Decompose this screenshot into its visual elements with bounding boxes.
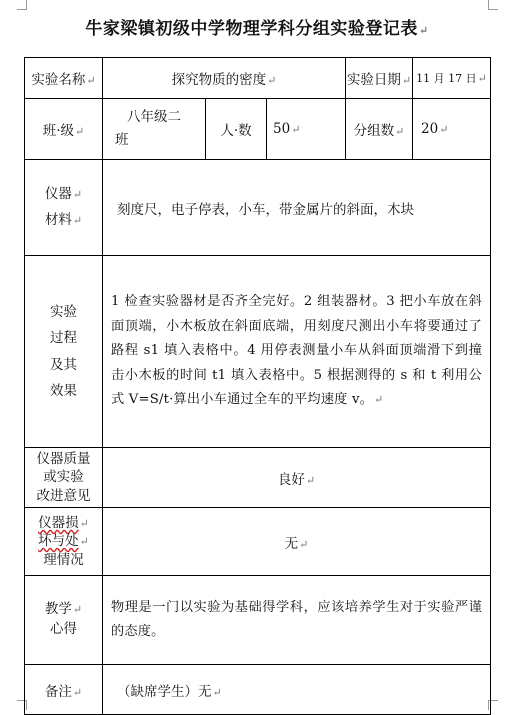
process-label-line3: 及其: [50, 356, 77, 373]
notes-label: 备注: [44, 683, 72, 700]
class-value-line2-wrap: [103, 129, 205, 152]
paragraph-mark: ↵: [79, 517, 89, 531]
class-value-cell: [103, 99, 206, 160]
instruments-label-cell: [25, 160, 103, 256]
teaching-label-line1-wrap: [25, 600, 102, 620]
paragraph-mark: ↵: [72, 187, 83, 201]
paragraph-mark: ↵: [86, 74, 96, 87]
instruments-label-line1: 仪器: [44, 185, 72, 202]
paragraph-mark: ↵: [395, 125, 405, 138]
quality-label-cell: [25, 448, 103, 508]
class-value-line1: 八年级二: [127, 109, 181, 126]
process-label-line4: 效果: [50, 382, 77, 399]
notes-label-cell: [25, 665, 103, 715]
experiment-date-label: 实验日期: [346, 72, 401, 88]
people-value: 50: [273, 121, 291, 137]
paragraph-mark: ↵: [477, 72, 487, 85]
damage-value: 无: [284, 535, 299, 552]
experiment-name-label: 实验名称: [31, 72, 86, 88]
paragraph-mark: ↵: [212, 685, 222, 699]
quality-value-cell: [103, 448, 491, 508]
group-count-value-cell: [413, 99, 491, 160]
instruments-label-line2: 材料: [44, 211, 72, 228]
row-damage: [25, 508, 491, 576]
teaching-label-cell: [25, 576, 103, 665]
quality-label-line3: 改进意见: [36, 487, 91, 504]
group-count-label: 分组数: [353, 123, 395, 139]
row-class-info: [25, 99, 491, 160]
notes-value-cell: [103, 665, 491, 715]
damage-label-cell: [25, 508, 103, 576]
group-count-value: 20: [421, 121, 439, 137]
document-title-text: 牛家梁镇初级中学物理学科分组实验登记表: [85, 19, 418, 39]
paragraph-mark: ↵: [291, 123, 301, 136]
notes-value: （缺席学生）无: [117, 683, 212, 700]
row-teaching: [25, 576, 491, 665]
teaching-value-cell: [103, 576, 491, 665]
damage-label-line3: 理情况: [43, 551, 84, 568]
quality-label-line2: 或实验: [43, 469, 84, 486]
group-count-label-cell: [346, 99, 413, 160]
quality-value: 良好: [277, 471, 305, 488]
paragraph-mark: ↵: [418, 24, 429, 37]
people-value-cell: [267, 99, 346, 160]
damage-label-line2-wrap: [25, 532, 102, 550]
process-label-cell: [25, 256, 103, 448]
experiment-name-label-cell: [25, 58, 103, 99]
paragraph-mark: ↵: [75, 125, 85, 138]
paragraph-mark: ↵: [374, 393, 384, 407]
experiment-name-value: 探究物质的密度: [171, 72, 267, 88]
instruments-label-line1-wrap: [25, 185, 102, 205]
people-label-cell: [206, 99, 267, 160]
page-corner-mark: [17, 0, 27, 10]
instruments-label-line2-wrap: [25, 211, 102, 231]
paragraph-mark: ↵: [267, 74, 277, 87]
damage-label-line1: 仪器损: [38, 515, 79, 532]
instruments-value-cell: [103, 160, 491, 256]
teaching-value: 物理是一门以实验为基础得学科，应该培养学生对于实验严谨的态度。: [111, 600, 483, 639]
process-label-line1: 实验: [50, 303, 77, 320]
experiment-registration-table: [24, 57, 491, 715]
row-experiment-name: [25, 58, 491, 99]
process-label-line2: 过程: [50, 330, 77, 347]
class-label-cell: [25, 99, 103, 160]
instruments-value: 刻度尺，电子停表，小车，带金属片的斜面，木块: [117, 201, 414, 218]
paragraph-mark: ↵: [439, 123, 449, 136]
experiment-date-value-cell: [413, 58, 491, 99]
class-label: 班·级: [42, 123, 75, 139]
experiment-name-value-cell: [103, 58, 346, 99]
page-corner-mark: [488, 0, 498, 10]
row-notes: [25, 665, 491, 715]
row-instruments: [25, 160, 491, 256]
paragraph-mark: ↵: [299, 537, 309, 551]
paragraph-mark: ↵: [72, 603, 83, 617]
paragraph-mark: ↵: [401, 74, 412, 87]
row-process: [25, 256, 491, 448]
experiment-date-label-cell: [346, 58, 413, 99]
paragraph-mark: ↵: [72, 213, 83, 227]
class-value-line2: 班: [115, 132, 129, 148]
experiment-date-value: 11 月 17 日: [416, 72, 477, 85]
paragraph-mark: ↵: [79, 535, 89, 549]
paragraph-mark: ↵: [72, 685, 83, 699]
process-value-cell: [103, 256, 491, 448]
damage-label-line2: 坏与处: [38, 533, 79, 550]
teaching-label-line2: 心得: [50, 621, 77, 637]
teaching-label-line1: 教学: [44, 601, 72, 618]
row-quality: [25, 448, 491, 508]
quality-label-line1: 仪器质量: [36, 451, 91, 468]
damage-label-line1-wrap: [25, 514, 102, 532]
document-title: [24, 14, 490, 39]
paragraph-mark: ↵: [305, 473, 316, 487]
people-label: 人·数: [220, 123, 252, 139]
damage-value-cell: [103, 508, 491, 576]
process-value: 1 检查实验器材是否齐全完好。2 组装器材。3 把小车放在斜面顶端，小木板放在斜面底端，用刻度尺测出小车将要通过了路程 s1 填入表格中。4 用停表测量小车从斜面顶端滑下到撞击小木板的时间 t1 填入表格中。5 根据测得的 s 和 t 利用公式 V=S/t·算出小车通过全车的平均速度 v。: [111, 294, 483, 408]
